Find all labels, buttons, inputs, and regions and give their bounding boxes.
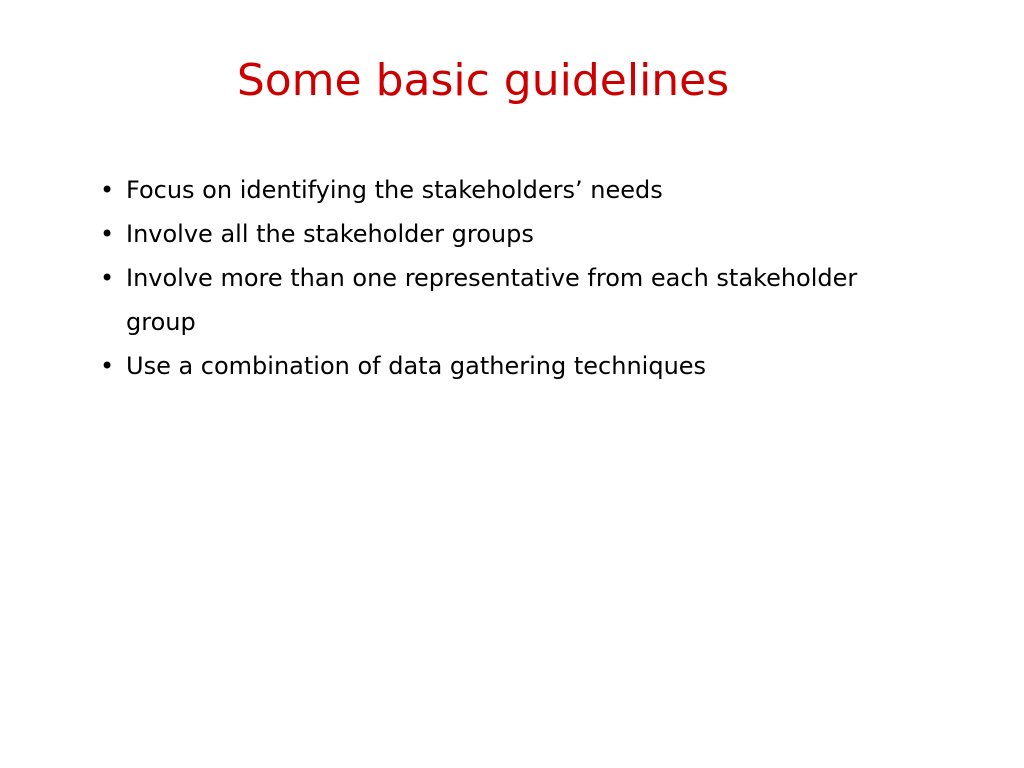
bullet-item-2 [100,212,860,256]
bullet-item-1 [100,168,860,212]
bullet-text: Involve more than one representative from each stakeholder group [126,264,858,336]
bullet-text: Focus on identifying the stakeholders’ needs [126,176,663,204]
bullet-text: Involve all the stakeholder groups [126,220,534,248]
bullet-icon: • [100,220,115,248]
bullet-item-3 [100,256,860,344]
bullet-list [100,168,860,388]
bullet-text: Use a combination of data gathering techniques [126,352,707,380]
bullet-icon: • [100,176,115,204]
bullet-item-4 [100,344,860,388]
slide-title: Some basic guidelines [236,55,730,106]
bullet-icon: • [100,264,115,292]
bullet-icon: • [100,352,115,380]
